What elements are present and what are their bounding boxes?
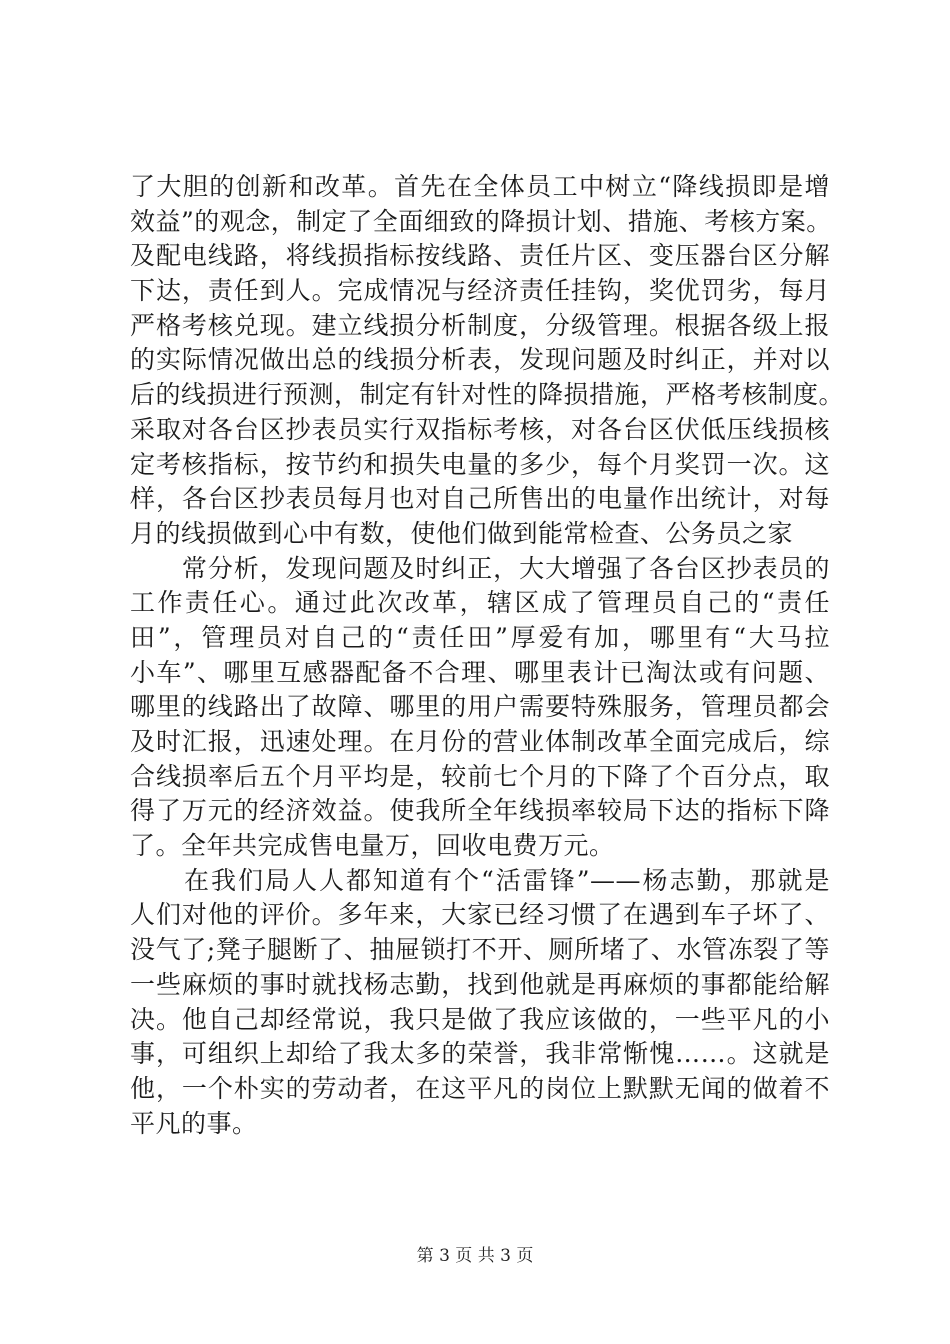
text-line: 人们对他的评价。多年来，大家已经习惯了在遇到车子坏了、 <box>130 900 830 930</box>
text-line: 在我们局人人都知道有个“活雷锋”——杨志勤，那就是 <box>130 865 830 895</box>
text-line: 决。他自己却经常说，我只是做了我应该做的，一些平凡的小 <box>130 1004 830 1034</box>
text-line: 事，可组织上却给了我太多的荣誉，我非常惭愧……。这就是 <box>130 1039 830 1069</box>
text-line: 他，一个朴实的劳动者，在这平凡的岗位上默默无闻的做着不 <box>130 1073 830 1103</box>
document-body <box>130 170 845 1141</box>
text-line: 定考核指标，按节约和损失电量的多少，每个月奖罚一次。这 <box>130 449 830 479</box>
text-line: 月的线损做到心中有数，使他们做到能常检查、公务员之家 <box>130 518 794 548</box>
text-line: 平凡的事。 <box>130 1108 258 1138</box>
text-line: 采取对各台区抄表员实行双指标考核，对各台区伏低压线损核 <box>130 414 830 444</box>
text-line: 严格考核兑现。建立线损分析制度，分级管理。根据各级上报 <box>130 310 830 340</box>
text-line: 田”，管理员对自己的“责任田”厚爱有加，哪里有“大马拉 <box>130 622 830 652</box>
text-line: 没气了;凳子腿断了、抽屉锁打不开、厕所堵了、水管冻裂了等 <box>130 935 830 965</box>
text-line: 效益”的观念，制定了全面细致的降损计划、措施、考核方案。 <box>130 206 832 236</box>
text-line: 一些麻烦的事时就找杨志勤，找到他就是再麻烦的事都能给解 <box>130 969 830 999</box>
text-line: 及时汇报，迅速处理。在月份的营业体制改革全面完成后，综 <box>130 727 830 756</box>
text-line: 小车”、哪里互感器配备不合理、哪里表计已淘汰或有问题、 <box>130 657 830 687</box>
text-line: 合线损率后五个月平均是，较前七个月的下降了个百分点，取 <box>130 761 830 791</box>
text-line: 得了万元的经济效益。使我所全年线损率较局下达的指标下降 <box>130 796 830 826</box>
text-line: 样，各台区抄表员每月也对自己所售出的电量作出统计，对每 <box>130 484 830 514</box>
text-line: 下达，责任到人。完成情况与经济责任挂钩，奖优罚劣，每月 <box>130 276 830 306</box>
text-line: 工作责任心。通过此次改革，辖区成了管理员自己的“责任 <box>130 588 830 618</box>
text-line: 常分析，发现问题及时纠正，大大增强了各台区抄表员的 <box>130 553 830 583</box>
page-number-footer: 第 3 页 共 3 页 <box>416 1246 534 1266</box>
text-line: 及配电线路，将线损指标按线路、责任片区、变压器台区分解 <box>130 241 830 271</box>
text-line: 了大胆的创新和改革。首先在全体员工中树立“降线损即是增 <box>130 172 830 201</box>
text-line: 后的线损进行预测，制定有针对性的降损措施，严格考核制度。 <box>130 380 845 410</box>
text-line: 哪里的线路出了故障、哪里的用户需要特殊服务，管理员都会 <box>130 692 830 722</box>
text-line: 的实际情况做出总的线损分析表，发现问题及时纠正，并对以 <box>130 345 830 375</box>
text-line: 了。全年共完成售电量万，回收电费万元。 <box>130 831 615 861</box>
